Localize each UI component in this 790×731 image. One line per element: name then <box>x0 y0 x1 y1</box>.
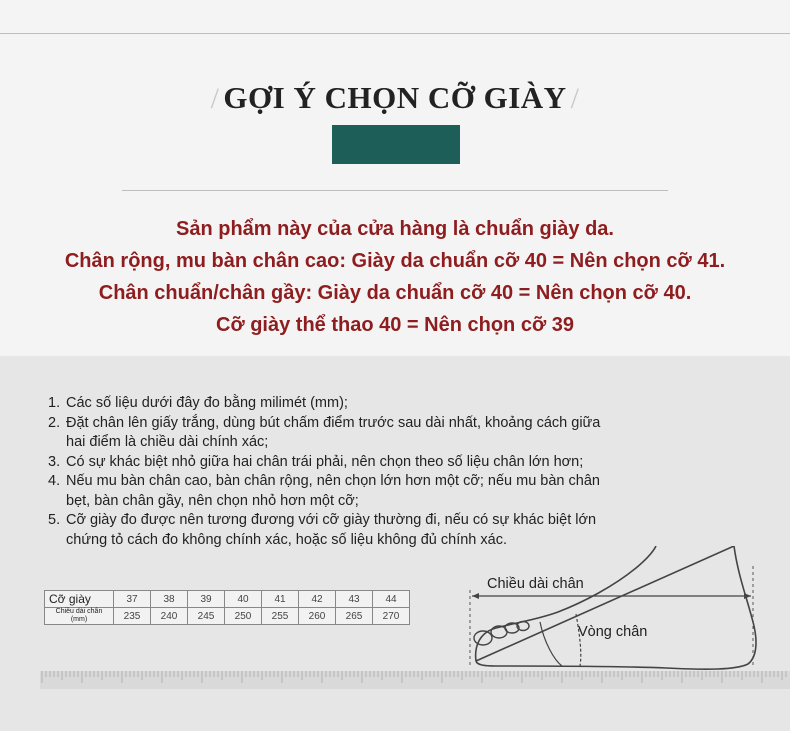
middle-divider <box>122 190 668 191</box>
note-number: 4. <box>48 473 61 489</box>
title-decor-right: / <box>570 82 580 115</box>
note-text: hai điểm là chiều dài chính xác; <box>66 434 269 450</box>
note-item <box>48 414 648 453</box>
notice-line: Chân rộng, mu bàn chân cao: Giày da chuẩn cỡ 40 = Nên chọn cỡ 41. <box>64 250 726 272</box>
foot-diagram-icon <box>466 546 766 671</box>
size-notice <box>0 213 790 341</box>
length-cell: 260 <box>299 608 336 625</box>
note-item <box>48 472 648 511</box>
size-cell: 42 <box>299 591 336 608</box>
note-text: Có sự khác biệt nhỏ giữa hai chân trái phải, nên chọn theo số liệu chân lớn hơn; <box>66 453 584 470</box>
size-cell: 37 <box>114 591 151 608</box>
top-divider <box>0 33 790 34</box>
toe-shape <box>474 631 492 645</box>
size-cell: 43 <box>336 591 373 608</box>
length-cell: 245 <box>188 608 225 625</box>
color-swatch <box>332 125 460 164</box>
notice-line: Chân chuẩn/chân gầy: Giày da chuẩn cỡ 40 = Nên chọn cỡ 40. <box>98 282 692 304</box>
note-number: 3. <box>48 453 61 470</box>
length-cell: 240 <box>151 608 188 625</box>
size-table <box>44 590 410 625</box>
foot-outline <box>476 546 756 669</box>
title-decor-left: / <box>210 82 220 115</box>
note-text: Nếu mu bàn chân cao, bàn chân rộng, nên chọn lớn hơn một cỡ; nếu mu bàn chân <box>66 473 600 489</box>
girth-loop <box>540 622 562 666</box>
ruler <box>40 671 790 689</box>
size-cell: 39 <box>188 591 225 608</box>
girth-loop-back <box>576 614 581 666</box>
note-number: 2. <box>48 414 61 431</box>
foot-length-label: Chiều dài chân <box>487 576 584 592</box>
note-text: chứng tỏ cách đo không chính xác, hoặc số liệu không đủ chính xác. <box>66 531 507 548</box>
note-item <box>48 511 648 550</box>
size-cell: 40 <box>225 591 262 608</box>
length-row-label <box>45 608 114 625</box>
note-text: Cỡ giày đo được nên tương đương với cỡ giày thường đi, nếu có sự khác biệt lớn <box>66 512 597 528</box>
length-row <box>45 608 410 625</box>
foot-girth-label: Vòng chân <box>578 624 648 640</box>
note-item <box>48 453 648 473</box>
length-cell: 235 <box>114 608 151 625</box>
notice-line: Sản phẩm này của cửa hàng là chuẩn giày da. <box>176 218 614 240</box>
length-cell: 265 <box>336 608 373 625</box>
size-cell: 38 <box>151 591 188 608</box>
measurement-notes <box>48 394 648 550</box>
length-cell: 270 <box>373 608 410 625</box>
length-cell: 255 <box>262 608 299 625</box>
note-number: 1. <box>48 395 61 411</box>
measurement-panel <box>0 356 790 731</box>
size-cell: 41 <box>262 591 299 608</box>
size-row-label: Cỡ giày <box>45 591 114 608</box>
size-cell: 44 <box>373 591 410 608</box>
size-row <box>45 591 410 608</box>
note-item <box>48 394 648 414</box>
length-arrow-left <box>472 593 479 599</box>
note-text: bẹt, bàn chân gầy, nên chọn nhỏ hơn một cỡ; <box>66 492 359 509</box>
note-text: Các số liệu dưới đây đo bằng milimét (mm); <box>66 395 348 411</box>
ruler-body <box>40 671 790 689</box>
note-number: 5. <box>48 512 61 528</box>
page-title <box>0 80 790 116</box>
length-cell: 250 <box>225 608 262 625</box>
length-label-unit: (mm) <box>70 616 88 623</box>
notice-line: Cỡ giày thể thao 40 = Nên chọn cỡ 39 <box>216 314 574 336</box>
title-text: GỢI Ý CHỌN CỠ GIÀY <box>223 80 567 115</box>
length-label-text: Chiều dài chân <box>55 608 103 615</box>
note-text: Đặt chân lên giấy trắng, dùng bút chấm điểm trước sau dài nhất, khoảng cách giữa <box>66 414 601 431</box>
